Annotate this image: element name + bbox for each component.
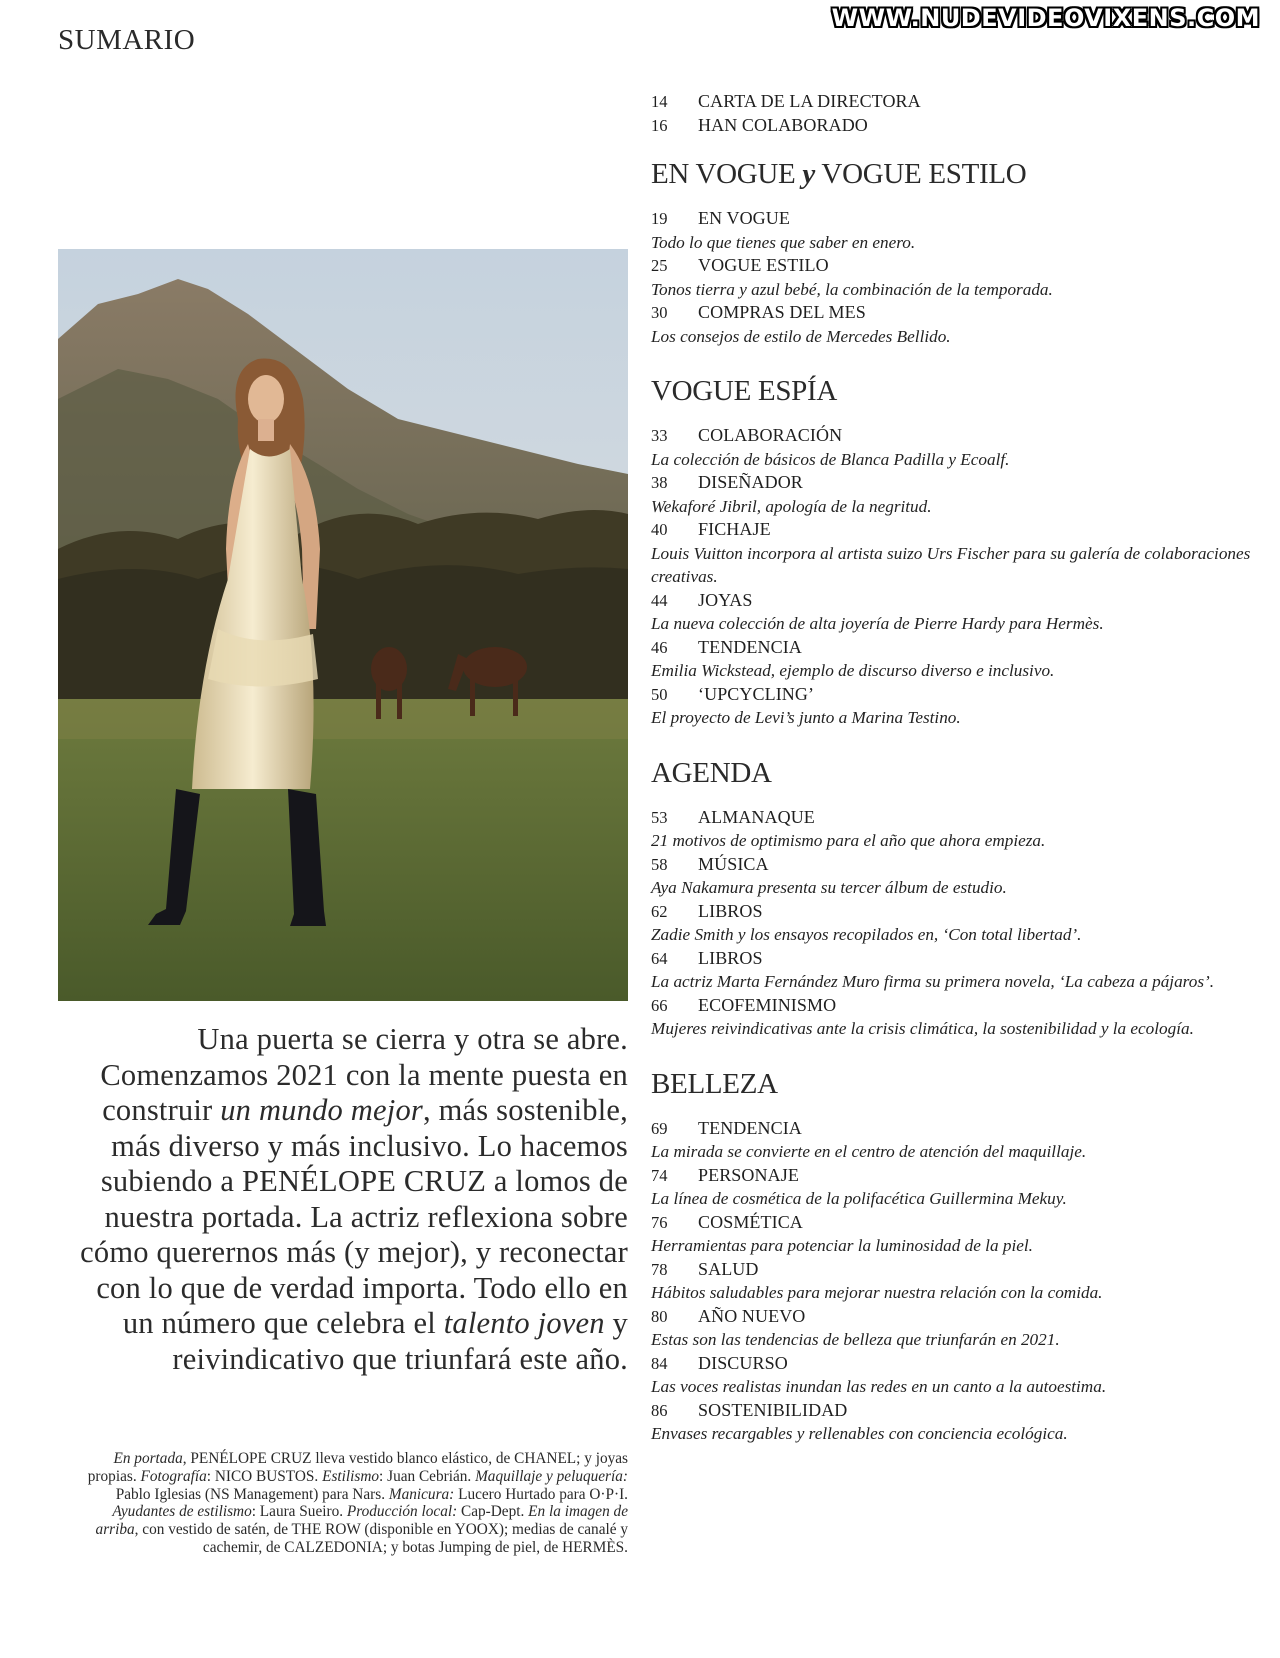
entry-title: HAN COLABORADO — [698, 114, 868, 135]
entry-head — [651, 1352, 1261, 1376]
section-title: VOGUE ESPÍA — [651, 375, 838, 407]
entry-description: Hábitos saludables para mejorar nuestra relación con la comida. — [651, 1283, 1103, 1302]
toc-section-agenda — [651, 756, 1261, 1041]
toc-entry[interactable] — [651, 518, 1261, 589]
intro-emphasis-1: un mundo mejor — [220, 1093, 423, 1127]
entry-head — [651, 254, 1261, 278]
entry-head — [651, 1211, 1261, 1235]
entry-title: SALUD — [698, 1258, 759, 1279]
entry-description: Envases recargables y rellenables con conciencia ecológica. — [651, 1424, 1068, 1443]
credit-text: : Juan Cebrián. — [379, 1467, 476, 1485]
section-title — [651, 157, 1261, 191]
entry-page-number: 53 — [651, 807, 668, 827]
entry-page-number: 50 — [651, 684, 668, 704]
entry-head — [651, 1258, 1261, 1282]
entry-head — [651, 994, 1261, 1018]
section-title: BELLEZA — [651, 1067, 778, 1100]
entry-page-number: 14 — [651, 92, 668, 111]
entry-page-number: 30 — [651, 303, 668, 322]
toc-section-en-vogue — [651, 157, 1261, 348]
entry-head — [651, 471, 1261, 495]
entry-description: La mirada se convierte en el centro de atención del maquillaje. — [651, 1142, 1087, 1161]
entry-description: Aya Nakamura presenta su tercer álbum de estudio. — [651, 878, 1007, 897]
credit-label: Fotografía — [140, 1467, 207, 1485]
toc-entry[interactable] — [651, 1117, 1261, 1164]
entry-head — [651, 900, 1261, 924]
credit-label: Estilismo — [322, 1467, 380, 1485]
entry-page-number: 78 — [651, 1259, 668, 1279]
entry-description: Las voces realistas inundan las redes en un canto a la autoestima. — [651, 1377, 1107, 1396]
section-title-text: VOGUE ESTILO — [815, 158, 1027, 190]
entry-head — [651, 424, 1261, 448]
entry-head — [651, 1305, 1261, 1329]
entry-description: Todo lo que tienes que saber en enero. — [651, 232, 916, 252]
entry-head — [651, 683, 1261, 707]
credit-label: Ayudantes de estilismo — [112, 1503, 252, 1521]
entry-page-number: 25 — [651, 256, 668, 275]
entry-head — [651, 636, 1261, 660]
section-title-text: EN VOGUE — [651, 158, 803, 190]
entry-head — [651, 1117, 1261, 1141]
toc-entry[interactable] — [651, 1305, 1261, 1352]
entry-page-number: 16 — [651, 115, 668, 135]
toc-entry[interactable] — [651, 947, 1261, 994]
entry-title: ALMANAQUE — [698, 806, 815, 827]
entry-head — [651, 589, 1261, 613]
toc-entry[interactable] — [651, 1258, 1261, 1305]
entry-head — [651, 114, 1261, 138]
credit-label: Producción local: — [346, 1503, 458, 1521]
credit-text: Cap-Dept. — [457, 1503, 529, 1521]
entry-description: 21 motivos de optimismo para el año que ahora empieza. — [651, 831, 1046, 850]
entry-description: Zadie Smith y los ensayos recopilados en, ‘Con total libertad’. — [651, 925, 1082, 944]
toc-entry[interactable] — [651, 636, 1261, 683]
intro-text-3: y reivindicativo que triunfará este año. — [172, 1306, 628, 1376]
entry-page-number: 46 — [651, 637, 668, 657]
entry-title: TENDENCIA — [698, 636, 802, 657]
entry-page-number: 76 — [651, 1212, 668, 1232]
entry-page-number: 84 — [651, 1353, 668, 1373]
entry-title: COMPRAS DEL MES — [698, 302, 866, 322]
watermark: WWW.NUDEVIDEOVIXENS.COM — [831, 4, 1260, 32]
credit-label: Manicura: — [388, 1485, 455, 1503]
credit-label: Maquillaje y peluquería: — [475, 1467, 628, 1485]
entry-head — [651, 1399, 1261, 1423]
entry-head — [651, 518, 1261, 542]
entry-page-number: 44 — [651, 590, 668, 610]
toc-entry[interactable] — [651, 471, 1261, 518]
toc-entry[interactable] — [651, 806, 1261, 853]
entry-description: Louis Vuitton incorpora al artista suizo Urs Fischer para su galería de colaboraciones creativas. — [651, 543, 1251, 586]
entry-page-number: 80 — [651, 1306, 668, 1326]
entry-title: COLABORACIÓN — [698, 425, 843, 445]
entry-description: Herramientas para potenciar la luminosidad de la piel. — [651, 1236, 1033, 1255]
table-of-contents — [651, 90, 1261, 1446]
entry-head — [651, 853, 1261, 877]
entry-page-number: 69 — [651, 1118, 668, 1138]
entry-page-number: 58 — [651, 854, 668, 874]
toc-entry[interactable] — [651, 1164, 1261, 1211]
entry-title: DISCURSO — [698, 1352, 788, 1373]
entry-title: ‘UPCYCLING’ — [698, 683, 815, 704]
credit-text: Pablo Iglesias (NS Management) para Nars. — [115, 1485, 389, 1503]
toc-entry[interactable] — [651, 1399, 1261, 1446]
page-title: SUMARIO — [58, 24, 196, 56]
toc-entry[interactable] — [651, 90, 1261, 114]
entry-title: COSMÉTICA — [698, 1211, 803, 1232]
credit-text: , PENÉLOPE CRUZ lleva vestido blanco elástico, de CHANEL; y joyas propias. — [87, 1450, 628, 1485]
cover-photo-illustration — [58, 249, 628, 1001]
credit-label: En portada — [113, 1450, 183, 1467]
entry-title: JOYAS — [698, 589, 753, 610]
intro-text-2: , más sostenible, más diverso y más inclusivo. Lo hacemos subiendo a PENÉLOPE CRUZ a lomos de nuestra portada. La actriz reflexiona sobre cómo querernos más (y mejor), y reconectar con lo que de verdad importa. Todo ello en un número que celebra el — [80, 1093, 628, 1340]
entry-title: PERSONAJE — [698, 1164, 799, 1185]
entry-page-number: 86 — [651, 1400, 668, 1420]
toc-entry[interactable] — [651, 207, 1261, 254]
entry-description: Tonos tierra y azul bebé, la combinación de la temporada. — [651, 279, 1053, 299]
entry-title: DISEÑADOR — [698, 472, 803, 492]
entry-head — [651, 207, 1261, 231]
entry-page-number: 33 — [651, 426, 668, 445]
entry-page-number: 66 — [651, 995, 668, 1015]
entry-description: Los consejos de estilo de Mercedes Bellido. — [651, 326, 951, 346]
intro-text-1: Una puerta se cierra y otra se abre. Comenzamos 2021 con la mente puesta en construir — [100, 1022, 628, 1127]
toc-entry[interactable] — [651, 424, 1261, 471]
toc-intro-list — [651, 90, 1261, 137]
toc-entry[interactable] — [651, 900, 1261, 947]
entry-description: Wekaforé Jibril, apología de la negritud. — [651, 496, 932, 516]
entry-page-number: 62 — [651, 901, 668, 921]
entry-description: La nueva colección de alta joyería de Pierre Hardy para Hermès. — [651, 614, 1104, 633]
toc-entry[interactable] — [651, 589, 1261, 636]
toc-entry[interactable] — [651, 1211, 1261, 1258]
entry-head — [651, 301, 1261, 325]
entry-page-number: 19 — [651, 209, 668, 228]
entry-head — [651, 806, 1261, 830]
entry-title: FICHAJE — [698, 519, 771, 539]
entry-description: La colección de básicos de Blanca Padilla y Ecoalf. — [651, 449, 1010, 469]
intro-emphasis-2: talento joven — [443, 1306, 605, 1340]
toc-entry[interactable] — [651, 683, 1261, 730]
toc-section-belleza — [651, 1067, 1261, 1446]
intro-paragraph — [78, 1022, 628, 1377]
entry-page-number: 64 — [651, 948, 668, 968]
toc-entry[interactable] — [651, 301, 1261, 348]
entry-title: VOGUE ESTILO — [698, 255, 829, 275]
entry-head — [651, 90, 1261, 114]
entry-description: La línea de cosmética de la polifacética Guillermina Mekuy. — [651, 1189, 1067, 1208]
entry-head — [651, 947, 1261, 971]
entry-title: AÑO NUEVO — [698, 1305, 806, 1326]
toc-entry[interactable] — [651, 994, 1261, 1041]
entry-title: LIBROS — [698, 900, 763, 921]
entry-page-number: 74 — [651, 1165, 668, 1185]
entry-title: LIBROS — [698, 947, 763, 968]
toc-section-vogue-espia — [651, 374, 1261, 730]
entry-description: Mujeres reivindicativas ante la crisis climática, la sostenibilidad y la ecología. — [651, 1019, 1194, 1038]
credit-text: Lucero Hurtado para O·P·I. — [454, 1485, 628, 1503]
entry-title: TENDENCIA — [698, 1117, 802, 1138]
section-title: AGENDA — [651, 756, 772, 789]
section-title-connector: y — [802, 158, 815, 190]
entry-description: Emilia Wickstead, ejemplo de discurso diverso e inclusivo. — [651, 661, 1055, 680]
cover-credits — [82, 1450, 628, 1557]
entry-page-number: 40 — [651, 520, 668, 539]
entry-head — [651, 1164, 1261, 1188]
toc-entry[interactable] — [651, 114, 1261, 138]
entry-description: La actriz Marta Fernández Muro firma su primera novela, ‘La cabeza a pájaros’. — [651, 972, 1215, 991]
credit-label: En la imagen de arriba — [95, 1503, 628, 1539]
entry-title: MÚSICA — [698, 853, 769, 874]
entry-description: Estas son las tendencias de belleza que triunfarán en 2021. — [651, 1330, 1060, 1349]
entry-title: CARTA DE LA DIRECTORA — [698, 91, 921, 111]
credit-text: : Laura Sueiro. — [251, 1503, 347, 1521]
entry-page-number: 38 — [651, 473, 668, 492]
cover-photo — [58, 249, 628, 1001]
entry-title: EN VOGUE — [698, 208, 790, 228]
toc-entry[interactable] — [651, 254, 1261, 301]
toc-entry[interactable] — [651, 853, 1261, 900]
credit-text: , con vestido de satén, de THE ROW (disponible en YOOX); medias de canalé y cachemir, de CALZEDONIA; y botas Jumping de piel, de HERMÈS. — [134, 1521, 628, 1556]
toc-entry[interactable] — [651, 1352, 1261, 1399]
entry-title: SOSTENIBILIDAD — [698, 1399, 848, 1420]
credit-text: : NICO BUSTOS. — [206, 1467, 323, 1485]
entry-title: ECOFEMINISMO — [698, 994, 837, 1015]
entry-description: El proyecto de Levi’s junto a Marina Testino. — [651, 708, 961, 727]
